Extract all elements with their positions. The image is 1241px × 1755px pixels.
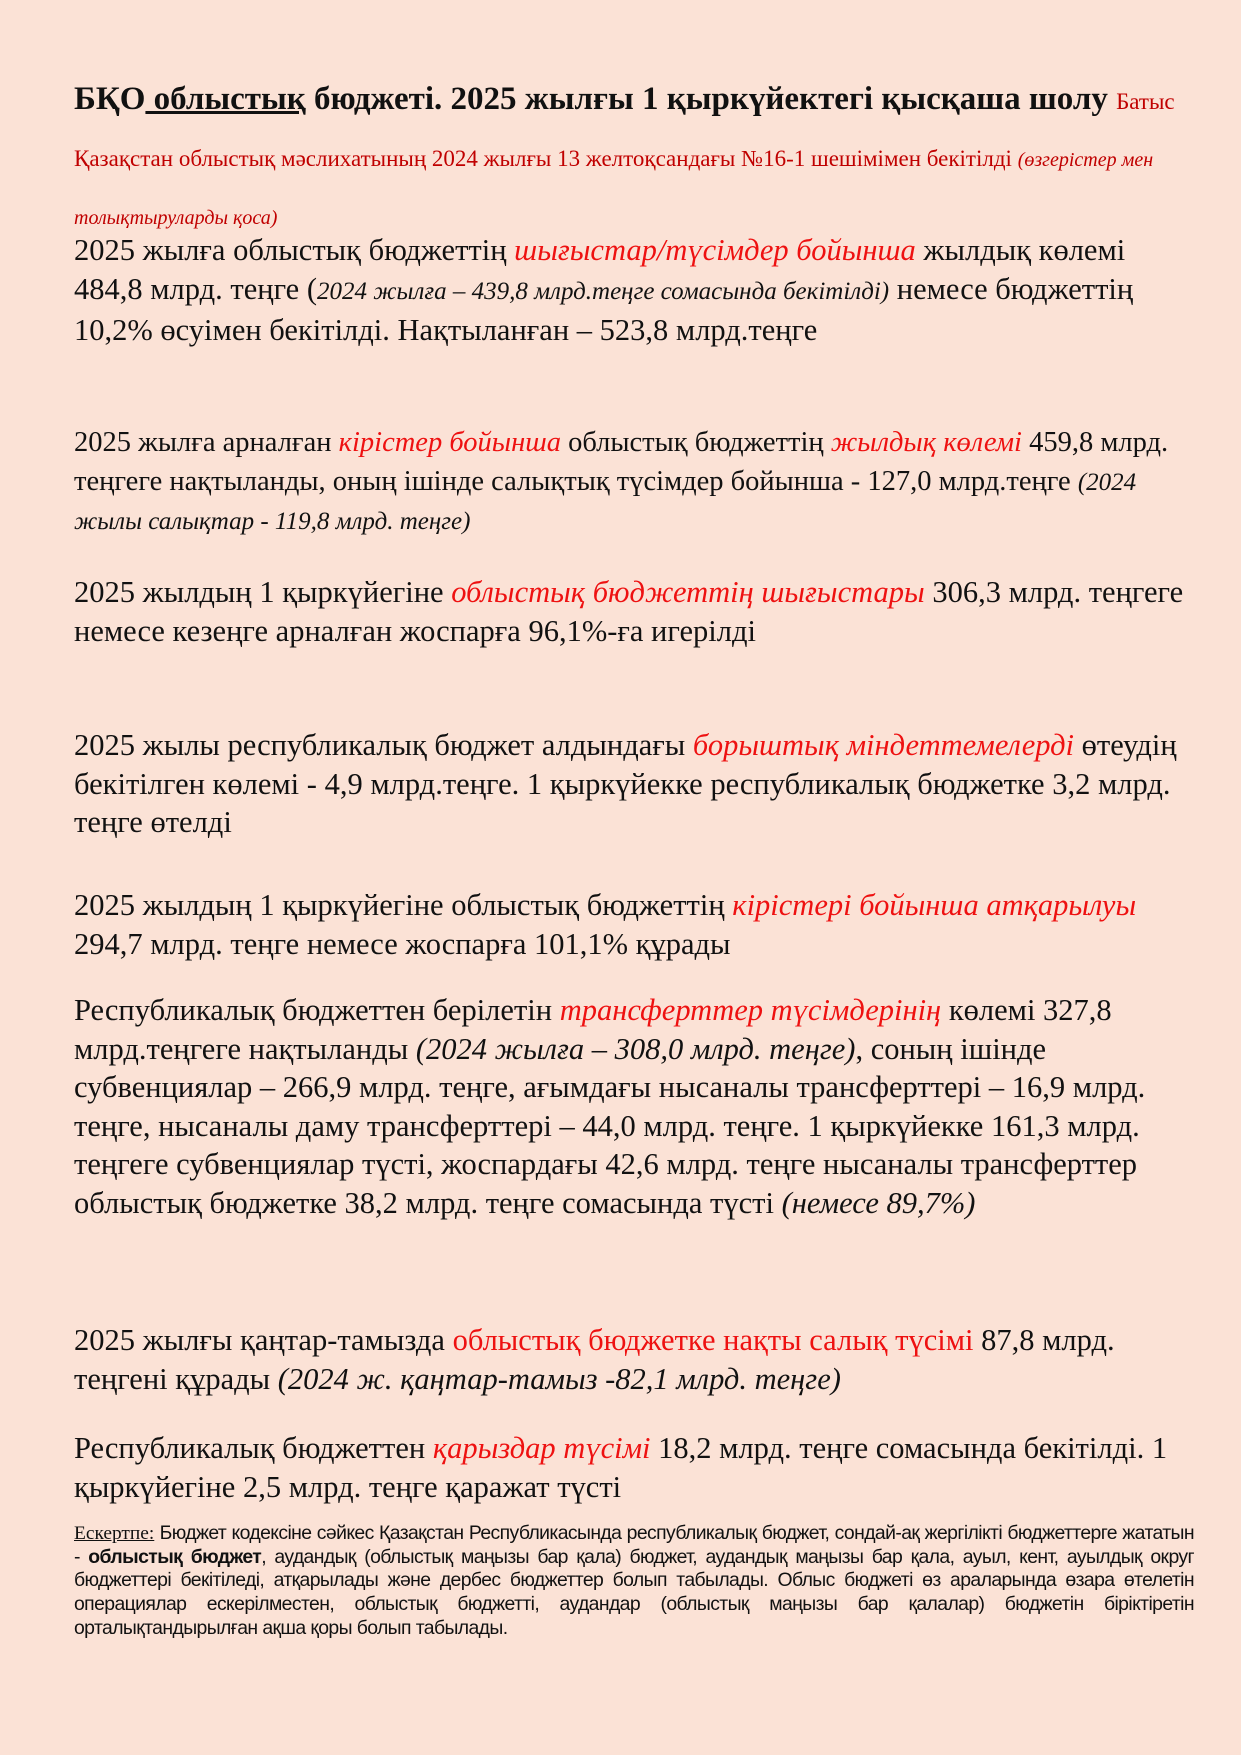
highlighted-text: борыштық міндеттемелерді bbox=[692, 728, 1075, 762]
paragraph-transfers bbox=[74, 991, 1194, 1222]
text-segment: 459,8 млрд. теңгеге нақтыланды, оның ішінде салықтық түсімдер бойынша - 127,0 млрд.теңге bbox=[74, 427, 1169, 497]
title-underlined: облыстық bbox=[145, 81, 306, 117]
highlighted-text: кірістері бойынша атқарылуы bbox=[732, 888, 1137, 922]
emphasis-text: (немесе 89,7%) bbox=[781, 1185, 976, 1220]
paragraph-revenue-volume bbox=[74, 424, 1194, 542]
text-segment: өтеудің бекітілген көлемі - 4,9 млрд.теңге. 1 қыркүйекке республикалық бюджетке 3,2 млрд. теңге өтелді bbox=[74, 728, 1177, 839]
emphasis-text: (2024 жылы салықтар - 119,8 млрд. теңге) bbox=[74, 468, 1137, 535]
paragraph-revenue-execution bbox=[74, 886, 1194, 963]
text-segment: Республикалық бюджеттен bbox=[74, 1431, 433, 1465]
emphasis-text: 2024 жылға – 439,8 млрд.теңге сомасында бекітілді) bbox=[317, 277, 890, 305]
highlighted-text: трансферттер түсімдерінің bbox=[559, 993, 942, 1027]
footnote bbox=[74, 1522, 1194, 1641]
emphasis-text: Ескертпе: bbox=[74, 1523, 155, 1544]
highlighted-text: жылдық көлемі bbox=[830, 427, 1022, 458]
text-segment: 2025 жылы республикалық бюджет алдындағы bbox=[74, 728, 693, 762]
paragraph-tax-receipts bbox=[74, 1321, 1194, 1398]
text-segment: 2025 жылдың 1 қыркүйегіне bbox=[74, 575, 452, 609]
emphasis-text: (2024 жылға – 308,0 млрд. теңге) bbox=[415, 1031, 856, 1066]
subtitle-note: (өзгерістер мен толықтыруларды қоса) bbox=[74, 149, 1154, 229]
emphasis-text: (2024 ж. қаңтар-тамыз -82,1 млрд. теңге) bbox=[277, 1361, 841, 1396]
subtitle-text: Батыс Қазақстан облыстық мәслихатының 2024 жылғы 13 желтоқсандағы №16-1 шешімімен бекітілді bbox=[74, 89, 1175, 171]
highlighted-text: облыстық бюджеттің шығыстары bbox=[451, 575, 925, 609]
title-prefix: БҚО bbox=[74, 81, 146, 117]
paragraph-expenditure-volume bbox=[74, 231, 1194, 350]
paragraph-debt-obligations bbox=[74, 726, 1194, 842]
paragraph-expenditure-execution bbox=[74, 573, 1194, 650]
text-segment: 2025 жылғы қаңтар-тамызда bbox=[74, 1323, 453, 1357]
text-segment: немесе бюджеттің 10,2% өсуімен бекітілді. Нақтыланған – 523,8 млрд.теңге bbox=[74, 271, 1134, 347]
text-segment: Бюджет кодексіне сәйкес Қазақстан Республикасында республикалық бюджет, сондай-ақ жергілікті бюджеттерге жататын - bbox=[74, 1522, 1194, 1568]
text-segment: көлемі 327,8 млрд.теңгеге нақтыланды bbox=[74, 993, 1112, 1066]
text-segment: Республикалық бюджеттен берілетін bbox=[74, 993, 560, 1027]
highlighted-text: шығыстар/түсімдер бойынша bbox=[514, 233, 916, 267]
highlighted-text: кірістер бойынша bbox=[338, 427, 561, 458]
text-segment: 87,8 млрд. теңгені құрады bbox=[74, 1323, 1115, 1396]
paragraph-loans bbox=[74, 1429, 1194, 1506]
text-segment: жылдық көлемі 484,8 млрд. теңге ( bbox=[74, 233, 1126, 306]
text-segment: 18,2 млрд. теңге сомасында бекітілді. 1 қыркүйегіне 2,5 млрд. теңге қаражат түсті bbox=[74, 1431, 1168, 1504]
text-segment: , соның ішінде субвенциялар – 266,9 млрд. теңге, ағымдағы нысаналы трансферттері – 16,9 млрд. теңге, нысаналы даму трансферттері – 44,0 млрд. теңге. 1 қыркүйекке 161,3 млрд. теңгеге субвенциялар түсті, жоспардағы 42,6 млрд. теңге нысаналы трансферттер облыстық бюджетке 38,2 млрд. теңге сомасында түсті bbox=[74, 1031, 1146, 1220]
emphasis-text: облыстық бюджет bbox=[88, 1545, 262, 1568]
text-segment: 2025 жылға облыстық бюджеттің bbox=[74, 233, 515, 267]
text-segment: , аудандық (облыстық маңызы бар қала) бюджет, аудандық маңызы бар қала, ауыл, кент, ауылдық округ бюджеттері бекітіледі, атқарылады және дербес бюджеттер болып табылады. Облыс бюджеті өз араларында өзара өтелетін операциялар ескерілместен, облыстық бюджетті, аудандар (облыстық маңызы бар қалалар) бюджетін біріктіретін орталықтандырылған ақша қоры болып табылады. bbox=[74, 1545, 1194, 1639]
text-segment: 2025 жылға арналған bbox=[74, 427, 339, 458]
highlighted-text: облыстық бюджетке нақты салық түсімі bbox=[452, 1323, 974, 1357]
text-segment: 2025 жылдың 1 қыркүйегіне облыстық бюджеттің bbox=[74, 888, 733, 922]
title-rest: бюджеті. 2025 жылғы 1 қыркүйектегі қысқаша шолу bbox=[305, 81, 1117, 117]
text-segment: облыстық бюджеттің bbox=[561, 427, 831, 458]
text-segment: 306,3 млрд. теңгеге немесе кезеңге арналған жоспарға 96,1%-ға игерілді bbox=[74, 575, 1184, 648]
highlighted-text: қарыздар түсімі bbox=[432, 1431, 651, 1465]
document-title bbox=[74, 72, 1194, 245]
text-segment: 294,7 млрд. теңге немесе жоспарға 101,1% құрады bbox=[74, 926, 731, 961]
